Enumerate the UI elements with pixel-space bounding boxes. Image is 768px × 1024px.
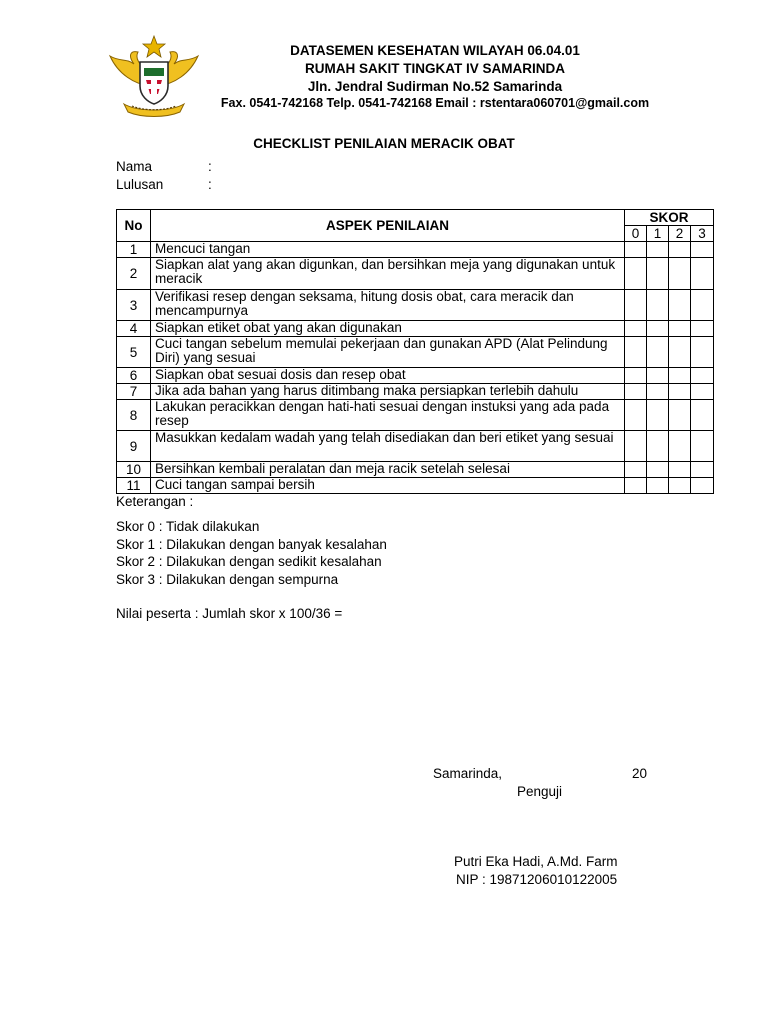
- score-cell[interactable]: [647, 384, 669, 400]
- score-cell[interactable]: [625, 337, 647, 368]
- letterhead-line-1: DATASEMEN KESEHATAN WILAYAH 06.04.01: [290, 43, 580, 58]
- row-number: 11: [117, 478, 151, 494]
- table-row: [117, 400, 714, 431]
- score-cell[interactable]: [625, 368, 647, 384]
- score-cell[interactable]: [691, 478, 714, 494]
- score-cell[interactable]: [625, 321, 647, 337]
- score-col-header: 3: [691, 226, 714, 242]
- score-cell[interactable]: [647, 321, 669, 337]
- table-row: [117, 384, 714, 400]
- signature-nip: NIP : 19871206010122005: [456, 872, 618, 887]
- row-aspek: Verifikasi resep dengan seksama, hitung dosis obat, cara meracik dan mencampurnya: [151, 290, 625, 321]
- score-cell[interactable]: [669, 400, 691, 431]
- score-cell[interactable]: [669, 478, 691, 494]
- signature-year: 20: [632, 766, 648, 781]
- score-cell[interactable]: [647, 368, 669, 384]
- score-cell[interactable]: [625, 290, 647, 321]
- nama-label: Nama: [116, 159, 153, 174]
- row-number: 5: [117, 337, 151, 368]
- score-cell[interactable]: [669, 321, 691, 337]
- score-col-header: 0: [625, 226, 647, 242]
- table-row: [117, 337, 714, 368]
- row-aspek: Jika ada bahan yang harus ditimbang maka persiapkan terlebih dahulu: [151, 384, 625, 400]
- signature-place: Samarinda,: [433, 766, 503, 781]
- score-cell[interactable]: [625, 462, 647, 478]
- score-cell[interactable]: [647, 242, 669, 258]
- table-row: [117, 258, 714, 290]
- score-cell[interactable]: [647, 400, 669, 431]
- skor-legend-item: Skor 1 : Dilakukan dengan banyak kesalahan: [116, 537, 387, 552]
- table-row: [117, 462, 714, 478]
- skor-legend-item: Skor 3 : Dilakukan dengan sempurna: [116, 572, 339, 587]
- table-row: [117, 431, 714, 462]
- score-cell[interactable]: [647, 258, 669, 290]
- skor-legend-item: Skor 0 : Tidak dilakukan: [116, 519, 260, 534]
- row-aspek: Masukkan kedalam wadah yang telah disediakan dan beri etiket yang sesuai: [151, 431, 625, 462]
- score-cell[interactable]: [647, 337, 669, 368]
- row-aspek: Mencuci tangan: [151, 242, 625, 258]
- score-cell[interactable]: [625, 384, 647, 400]
- score-col-header: 1: [647, 226, 669, 242]
- row-aspek: Cuci tangan sampai bersih: [151, 478, 625, 494]
- row-number: 1: [117, 242, 151, 258]
- score-cell[interactable]: [669, 258, 691, 290]
- score-cell[interactable]: [691, 337, 714, 368]
- row-aspek: Siapkan etiket obat yang akan digunakan: [151, 321, 625, 337]
- table-row: [117, 368, 714, 384]
- score-cell[interactable]: [669, 384, 691, 400]
- score-cell[interactable]: [691, 384, 714, 400]
- score-cell[interactable]: [691, 431, 714, 462]
- score-cell[interactable]: [669, 462, 691, 478]
- letterhead-line-2: RUMAH SAKIT TINGKAT IV SAMARINDA: [305, 61, 565, 76]
- score-cell[interactable]: [691, 462, 714, 478]
- row-number: 4: [117, 321, 151, 337]
- score-cell[interactable]: [669, 368, 691, 384]
- nama-colon: :: [208, 159, 212, 174]
- keterangan-label: Keterangan :: [116, 494, 194, 509]
- score-cell[interactable]: [647, 462, 669, 478]
- score-cell[interactable]: [625, 400, 647, 431]
- table-row: [117, 321, 714, 337]
- nilai-peserta-formula: Nilai peserta : Jumlah skor x 100/36 =: [116, 606, 343, 621]
- row-number: 3: [117, 290, 151, 321]
- table-row: [117, 478, 714, 494]
- score-cell[interactable]: [669, 242, 691, 258]
- lulusan-colon: :: [208, 177, 212, 192]
- letterhead-line-3: Jln. Jendral Sudirman No.52 Samarinda: [307, 79, 563, 94]
- table-row: [117, 290, 714, 321]
- score-col-header: 2: [669, 226, 691, 242]
- letterhead-line-4: Fax. 0541-742168 Telp. 0541-742168 Email : rstentara060701@gmail.com: [220, 96, 650, 110]
- score-cell[interactable]: [691, 242, 714, 258]
- nama-field: [116, 159, 212, 174]
- score-cell[interactable]: [647, 290, 669, 321]
- score-cell[interactable]: [691, 290, 714, 321]
- lulusan-field: [116, 177, 212, 192]
- score-cell[interactable]: [691, 368, 714, 384]
- row-aspek: Bersihkan kembali peralatan dan meja racik setelah selesai: [151, 462, 625, 478]
- header-skor: SKOR: [625, 210, 714, 226]
- header-no: No: [117, 210, 151, 242]
- score-cell[interactable]: [647, 478, 669, 494]
- score-cell[interactable]: [691, 400, 714, 431]
- score-cell[interactable]: [669, 290, 691, 321]
- row-aspek: Siapkan obat sesuai dosis dan resep obat: [151, 368, 625, 384]
- score-cell[interactable]: [625, 478, 647, 494]
- score-cell[interactable]: [625, 431, 647, 462]
- score-cell[interactable]: [669, 337, 691, 368]
- row-number: 9: [117, 431, 151, 462]
- score-cell[interactable]: [625, 258, 647, 290]
- row-number: 2: [117, 258, 151, 290]
- row-aspek: Cuci tangan sebelum memulai pekerjaan dan gunakan APD (Alat Pelindung Diri) yang sesuai: [151, 337, 625, 368]
- skor-legend-item: Skor 2 : Dilakukan dengan sedikit kesalahan: [116, 554, 382, 569]
- row-number: 6: [117, 368, 151, 384]
- row-aspek: Lakukan peracikkan dengan hati-hati sesuai dengan instuksi yang ada pada resep: [151, 400, 625, 431]
- score-cell[interactable]: [625, 242, 647, 258]
- document-title: CHECKLIST PENILAIAN MERACIK OBAT: [253, 136, 515, 151]
- row-number: 10: [117, 462, 151, 478]
- score-cell[interactable]: [669, 431, 691, 462]
- row-number: 7: [117, 384, 151, 400]
- header-aspek-penilaian: ASPEK PENILAIAN: [151, 210, 625, 242]
- checklist-table: [116, 209, 714, 494]
- signature-role: Penguji: [517, 784, 563, 799]
- score-cell[interactable]: [691, 258, 714, 290]
- row-number: 8: [117, 400, 151, 431]
- signature-name: Putri Eka Hadi, A.Md. Farm: [454, 854, 618, 869]
- lulusan-label: Lulusan: [116, 177, 164, 192]
- row-aspek: Siapkan alat yang akan digunkan, dan bersihkan meja yang digunakan untuk meracik: [151, 258, 625, 290]
- score-cell[interactable]: [647, 431, 669, 462]
- score-cell[interactable]: [691, 321, 714, 337]
- table-row: [117, 242, 714, 258]
